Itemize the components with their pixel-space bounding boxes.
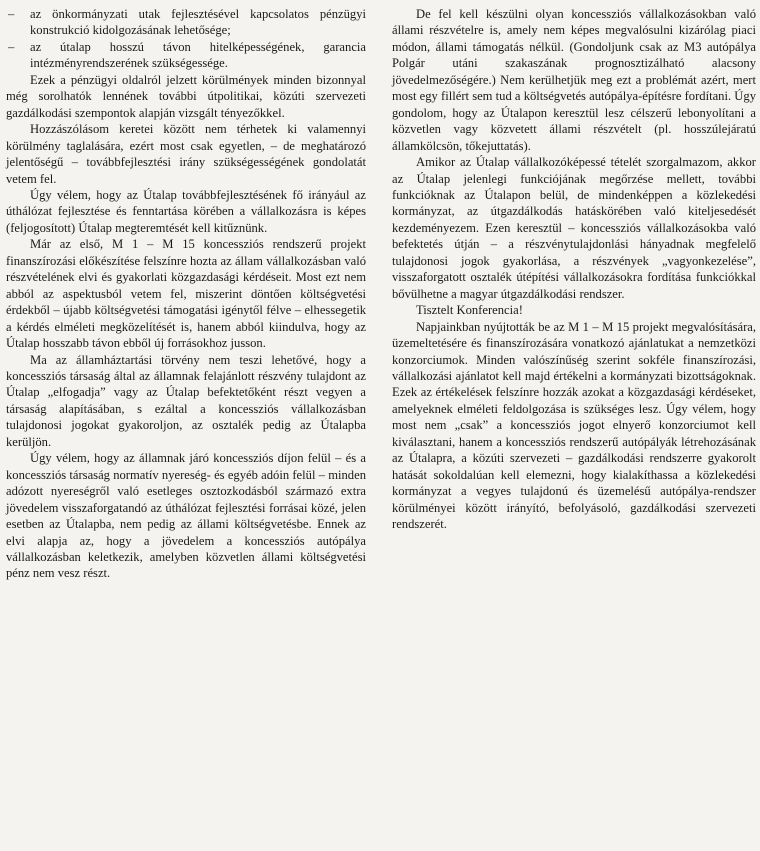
left-column (6, 6, 366, 582)
bullet-paragraph: – az útalap hosszú távon hitelképességének, garancia intézményrendszerének szükségessége. (6, 39, 366, 72)
paragraph: De fel kell készülni olyan koncessziós vállalkozásokban való állami részvételre is, amely nem képes megvalósulni kizárólag piaci módon, állami támogatás nélkül. (Gondoljunk csak az M3 autópálya Polgár utáni szakaszának prognosztizálható alacsony jövedelmezőségére.) Nem kerülhetjük meg ezt a problémát azért, mert most egy fillért sem tud a költségvetés autópálya-építésre fordítani. Úgy gondolom, hogy az Útalapon keresztül lesz célszerű lebonyolítani a közvetlen vagy közvetett állami részvételt (pl. hosszúlejáratú államkölcsön, tőkejuttatás). (392, 7, 756, 153)
right-column (392, 6, 756, 533)
paragraph: Amikor az Útalap vállalkozóképessé tételét szorgalmazom, akkor az Útalap jelenlegi funkciójának megőrzése mellett, további funkcióknak az Útalapon belül, de mindenképpen a közlekedési kormányzat, az útgazdálkodás hatáskörében való kiteljesedését kezdeményezem. Ezen keresztül – koncessziós vállalkozásokba való befektetés útján – a részvénytulajdonlási hányadnak megfelelő tulajdonosi jogok gyakorlása, a részvények „vagyonkezelése”, visszaforgatott osztalék útépítési vállalkozásokra fordítása funkciókkal bővülhetne a magyar útgazdálkodási rendszer. (392, 155, 756, 301)
paragraph: Ma az államháztartási törvény nem teszi lehetővé, hogy a koncessziós társaság által az államnak felajánlott részvény tulajdont az Útalap „elfogadja” vagy az Útalap befektetőként részt vegyen a társaság alapításában, s ezáltal a koncessziós vállalkozásban tulajdonosi jogokat gyakoroljon, az osztalék pedig az Útalapba kerüljön. (6, 352, 366, 449)
bullet-paragraph: – az önkormányzati utak fejlesztésével kapcsolatos pénzügyi konstrukció kidolgozásának lehetősége; (6, 6, 366, 39)
paragraph: Már az első, M 1 – M 15 koncessziós rendszerű projekt finanszírozási előkészítése felszínre hozta az állam vállalkozásban való részvételének elvi és gyakorlati közgazdasági kérdéseit. Most ezt nem abból az aspektusból vetem fel, miszerint döntően költségvetési érdekből – újabb költségvetési támogatási igénytől félve – elhessegetik a kérdés elméleti megközelítését is, hanem abból kiindulva, hogy az Útalap hosszabb távon ebből új forrásokhoz jusson. (6, 237, 366, 351)
paragraph: Hozzászólásom keretei között nem térhetek ki valamennyi körülmény taglalására, ezért most csak egyetlen, – de meghatározó jelentőségű – továbbfejlesztési irány szükségességének gondolatát vetem fel. (6, 122, 366, 186)
paragraph: Úgy vélem, hogy az államnak járó koncessziós díjon felül – és a koncessziós társaság normatív nyereség- és egyéb adóin felül – minden adózott nyereségről való esetleges osztozkodásból származó extra jövedelem visszaforgatandó az úthálózat fejlesztési forrásai közé, jelen esetben az Útalapba, nem pedig az állami költségvetésbe. Ennek az elvi alapja az, hogy a jövedelem a koncessziós autópálya vállalkozásban keletkezik, amelyben közvetlen állami költségvetési pénz nem vesz részt. (6, 451, 366, 581)
paragraph: Úgy vélem, hogy az Útalap továbbfejlesztésének fő irányául az úthálózat fejlesztése és fenntartása körében a vállalkozásra is képes (feljogosított) Útalap megteremtését kell kitűznünk. (6, 187, 366, 235)
salutation: Tisztelt Konferencia! (416, 303, 523, 318)
paragraph: Napjainkban nyújtották be az M 1 – M 15 projekt megvalósítására, üzemeltetésére és finanszírozására vonatkozó ajánlatukat a nemzetközi konzorciumok. Minden valószínűség szerint sokféle finanszírozási, vállalkozási ajánlatot kell majd értékelni a kormányzati bizottságoknak. Ezek az értékelések felszínre hozzák azokat a közgazdasági kérdéseket, amelyeknek elméleti feldolgozása is szükséges lesz. Úgy vélem, hogy most nem „csak” a koncessziós jogot elnyerő konzorciumot kell kiválasztani, hanem a koncessziós rendszerű autópályák létrehozásának az Útalapra, a közúti szervezeti – gazdálkodási rendszerre gyakorolt hatását sokoldalúan kell elemezni, hogy kialakíthassa a közlekedési kormányzat a vegyes tulajdonú és üzemelésű autópálya-rendszer körülményei között irányító, befolyásoló, gazdálkodási szervezeti rendszerét. (392, 319, 756, 532)
paragraph: Ezek a pénzügyi oldalról jelzett körülmények minden bizonnyal még sorolhatók lennének további útpolitikai, közúti szervezeti gazdálkodási szempontok alapján vizsgált tényezőkkel. (6, 72, 366, 120)
